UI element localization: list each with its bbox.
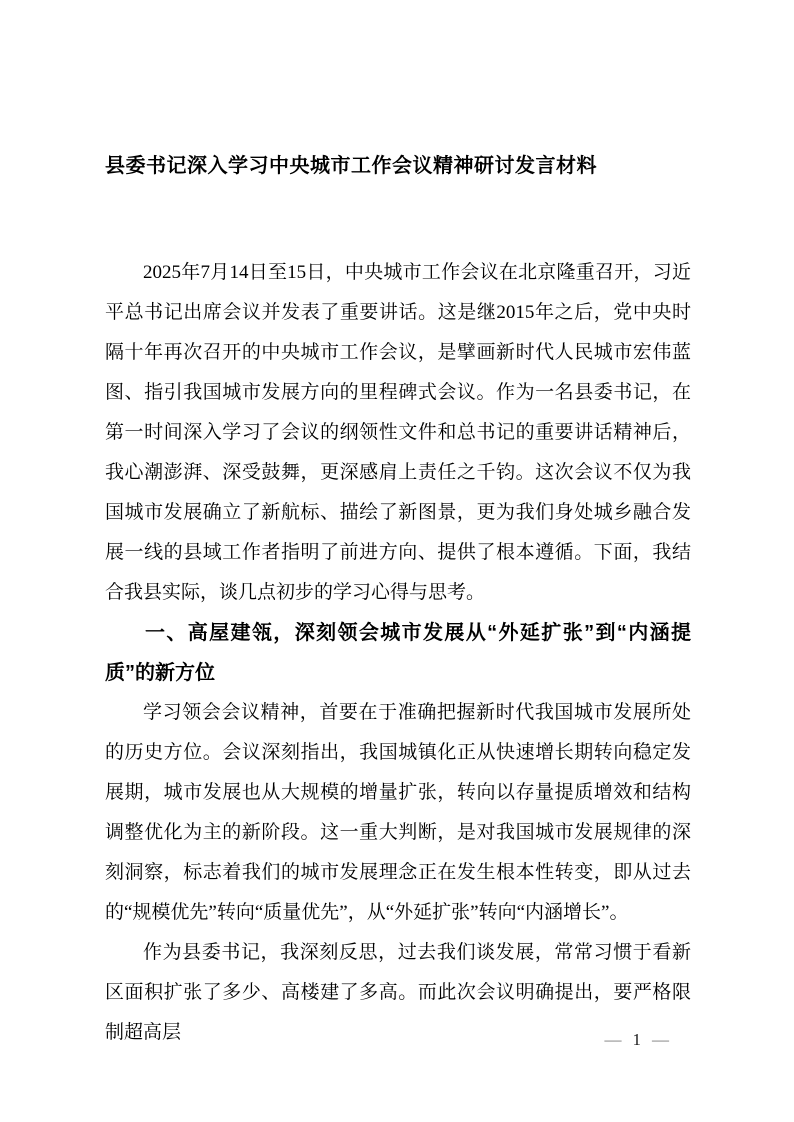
page-number-dash-left: — [604,1030,622,1049]
page-number-dash-right: — [652,1030,669,1049]
document-body [105,253,691,1053]
paragraph-section1-body: 学习领会会议精神，首要在于准确把握新时代我国城市发展所处的历史方位。会议深刻指出，我国城镇化正从快速增长期转向稳定发展期，城市发展也从大规模的增量扩张，转向以存量提质增效和结构调整优化为主的新阶段。这一重大判断，是对我国城市发展规律的深刻洞察，标志着我们的城市发展理念正在发生根本性转变，即从过去的“规模优先”转向“质量优先”，从“外延扩张”转向“内涵增长”。 [105,702,691,923]
document-title: 县委书记深入学习中央城市工作会议精神研讨发言材料 [105,155,597,177]
page-number-value: 1 [632,1030,641,1049]
section-heading-1: 一、高屋建瓴，深刻领会城市发展从“外延扩张”到“内涵提质”的新方位 [105,622,691,684]
page-number-footer [605,1028,670,1052]
paragraph-reflection: 作为县委书记，我深刻反思，过去我们谈发展，常常习惯于看新区面积扩张了多少、高楼建了多高。而此次会议明确提出，要严格限制超高层 [105,942,691,1043]
paragraph-intro: 2025年7月14日至15日，中央城市工作会议在北京隆重召开，习近平总书记出席会议并发表了重要讲话。这是继2015年之后，党中央时隔十年再次召开的中央城市工作会议，是擘画新时代人民城市宏伟蓝图、指引我国城市发展方向的里程碑式会议。作为一名县委书记，在第一时间深入学习了会议的纲领性文件和总书记的重要讲话精神后，我心潮澎湃、深受鼓舞，更深感肩上责任之千钧。这次会议不仅为我国城市发展确立了新航标、描绘了新图景，更为我们身处城乡融合发展一线的县域工作者指明了前进方向、提供了根本遵循。下面，我结合我县实际，谈几点初步的学习心得与思考。 [105,262,691,603]
